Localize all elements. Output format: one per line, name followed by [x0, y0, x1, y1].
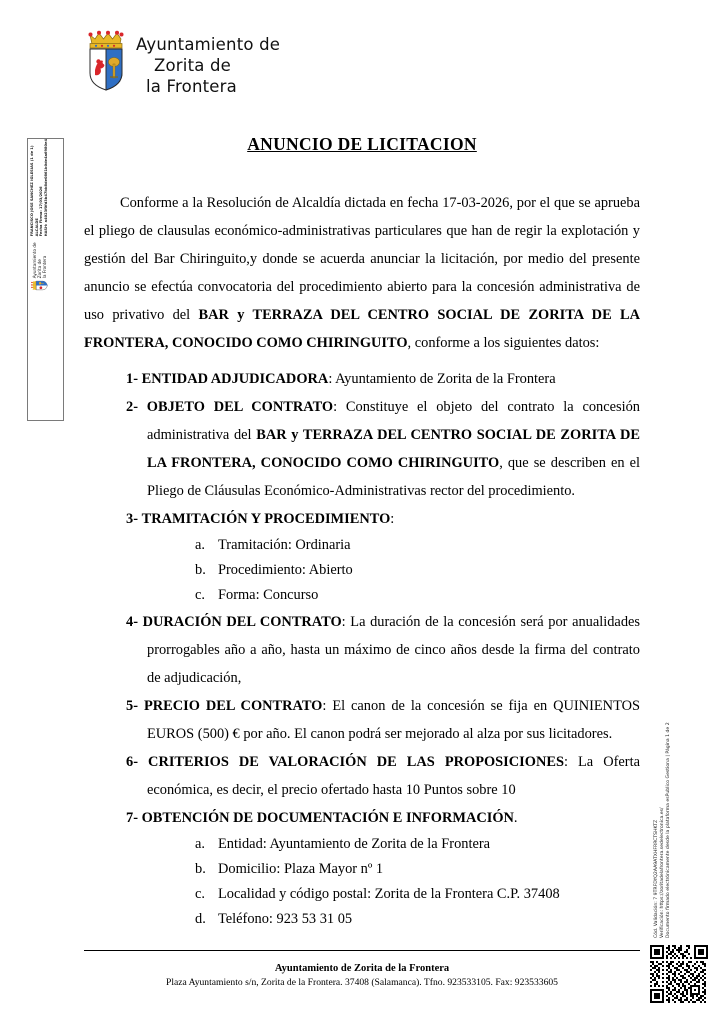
intro-paragraph: [84, 189, 640, 357]
subitem-label: a.: [195, 836, 205, 852]
verification-stamp: [648, 608, 682, 938]
clause-text-bold: BAR y TERRAZA DEL CENTRO SOCIAL DE ZORITA DE LA FRONTERA, CONOCIDO COMO CHIRINGUITO: [147, 427, 640, 471]
clause-heading: CRITERIOS DE VALORACIÓN DE LAS PROPOSICIONES: [148, 754, 564, 770]
clause-heading: OBJETO DEL CONTRATO: [146, 399, 334, 415]
clause-item-4: [126, 608, 640, 692]
subitem-text: Localidad y código postal: Zorita de la Frontera C.P. 37408: [218, 886, 560, 902]
clause-number: 5-: [126, 698, 138, 714]
list-item: [195, 882, 640, 907]
clause-number: 4-: [126, 614, 138, 630]
clause-text: : Ayuntamiento de Zorita de la Frontera: [328, 371, 556, 387]
clause-heading: PRECIO DEL CONTRATO: [143, 698, 323, 714]
coat-of-arms-icon: [31, 280, 48, 291]
subitem-label: d.: [195, 911, 206, 927]
signature-hash: HASH: a4023f0fd3b47bb8de0861b0de4a6980e4: [43, 139, 48, 237]
list-item: [195, 832, 640, 857]
clauses-list: [84, 365, 640, 932]
list-item: [195, 558, 640, 583]
intro-text-b: , conforme a los siguientes datos:: [407, 335, 600, 351]
signature-signer-name: FRANCISCO JOSE SANCHEZ IGLESIAS (1 de 1): [30, 145, 34, 237]
clause-number: 2-: [126, 399, 138, 415]
header-logo: [86, 30, 280, 97]
page-title: ANUNCIO DE LICITACION: [247, 134, 477, 154]
subitem-label: b.: [195, 562, 206, 578]
clause-text: : Constituye el objeto del contrato la concesión administrativa del: [147, 399, 640, 443]
subitem-label: a.: [195, 537, 205, 553]
footer-address: Plaza Ayuntamiento s/n, Zorita de la Frontera. 37408 (Salamanca). Tfno. 923533105. Fax: 923533605: [166, 977, 558, 988]
clause-text: .: [513, 810, 518, 826]
subitem-text: Forma: Concurso: [218, 587, 319, 603]
verification-stamp-rotated-content: [648, 608, 682, 938]
clause-heading: DURACIÓN DEL CONTRATO: [142, 614, 342, 630]
signature-signer-role: ALCALDE: [34, 218, 39, 237]
signature-stamp: [27, 138, 64, 421]
signature-stamp-logo: [28, 242, 48, 291]
clause-text: : La duración de la concesión será por anualidades prorrogables año a año, hasta un máximo de cinco años desde la firma del contrato de adjudicación,: [147, 614, 640, 686]
verification-url[interactable]: Verificación: https://zoritadelafrontera.sedelectronica.es/: [660, 807, 666, 938]
header-org-line1: Ayuntamiento de: [136, 35, 281, 54]
list-item: [195, 583, 640, 608]
intro-text-bold: BAR y TERRAZA DEL CENTRO SOCIAL DE ZORITA DE LA FRONTERA, CONOCIDO COMO CHIRINGUITO: [84, 307, 640, 351]
subitem-label: c.: [195, 886, 205, 902]
clause-item-6: [126, 748, 640, 804]
clause-7-subitems: [147, 832, 640, 932]
qr-code-icon: [650, 945, 708, 1003]
subitem-text: Tramitación: Ordinaria: [218, 537, 351, 553]
subitem-label: b.: [195, 861, 206, 877]
signature-stamp-logo-line3: la Frontera: [42, 255, 48, 279]
page-footer: [84, 962, 640, 990]
clause-item-3: [126, 505, 640, 608]
coat-of-arms-icon: [86, 30, 126, 92]
list-item: [195, 533, 640, 558]
header-org-line2: Zorita de: [154, 56, 232, 75]
signature-stamp-rotated-content: [28, 139, 61, 418]
footer-divider: [84, 950, 640, 951]
clause-heading: TRAMITACIÓN Y PROCEDIMIENTO: [141, 511, 391, 527]
verification-code: Cód. Validación: 7 9TRFDYQ2AA9ATXHFRRCTSHKTZ: [654, 819, 659, 938]
subitem-text: Teléfono: 923 53 31 05: [218, 911, 353, 927]
clause-heading: OBTENCIÓN DE DOCUMENTACIÓN E INFORMACIÓN: [141, 810, 514, 826]
signature-stamp-text: [28, 139, 48, 236]
document-body: [84, 134, 640, 932]
clause-number: 7-: [126, 810, 138, 826]
signature-stamp-logo-line2: Zorita de: [36, 259, 42, 279]
signature-stamp-logo-line1: Ayuntamiento de: [31, 242, 37, 279]
list-item: [195, 907, 640, 932]
clause-3-subitems: [147, 533, 640, 608]
clause-text-tail: , que se describen en el Pliego de Cláusulas Económico-Administrativas rector del procedimiento.: [147, 455, 640, 499]
subitem-text: Procedimiento: Abierto: [218, 562, 353, 578]
footer-org-name: Ayuntamiento de Zorita de la Frontera: [274, 963, 450, 974]
qr-code[interactable]: [650, 945, 708, 1003]
list-item: [195, 857, 640, 882]
header-org-name: [136, 30, 280, 97]
subitem-label: c.: [195, 587, 205, 603]
verification-platform-note: Documento firmado electrónicamente desde la plataforma esPublico Gestiona | Página 1 de 2: [666, 722, 672, 938]
clause-number: 1-: [126, 371, 138, 387]
clause-text: : El canon de la concesión se fija en QUINIENTOS EUROS (500) € por año. El canon podrá ser mejorado al alza por sus licitadores.: [147, 698, 640, 742]
clause-number: 3-: [126, 511, 138, 527]
signature-date: Fecha Firma: 17/03/2026: [39, 186, 44, 237]
intro-text-a: Conforme a la Resolución de Alcaldía dictada en fecha 17-03-2026, por el que se aprueba el pliego de clausulas económico-administrativas particulares que han de regir la explotación y gestión del Bar Chiringuito,y donde se acuerda anunciar la licitación, por medio del presente anuncio se efectúa convocatoria del procedimiento abierto para la concesión administrativa de uso privativo del: [84, 195, 640, 323]
clause-item-1: [126, 365, 640, 393]
clause-heading: ENTIDAD ADJUDICADORA: [141, 371, 329, 387]
subitem-text: Domicilio: Plaza Mayor nº 1: [218, 861, 384, 877]
subitem-text: Entidad: Ayuntamiento de Zorita de la Frontera: [218, 836, 491, 852]
header-org-line3: la Frontera: [146, 77, 237, 96]
clause-item-2: [126, 393, 640, 505]
clause-number: 6-: [126, 754, 138, 770]
clause-text: : La Oferta económica, es decir, el precio ofertado hasta 10 Puntos sobre 10: [147, 754, 640, 798]
clause-item-7: [126, 804, 640, 932]
clause-text: :: [390, 511, 395, 527]
clause-item-5: [126, 692, 640, 748]
signature-stamp-logo-text: [32, 242, 48, 278]
